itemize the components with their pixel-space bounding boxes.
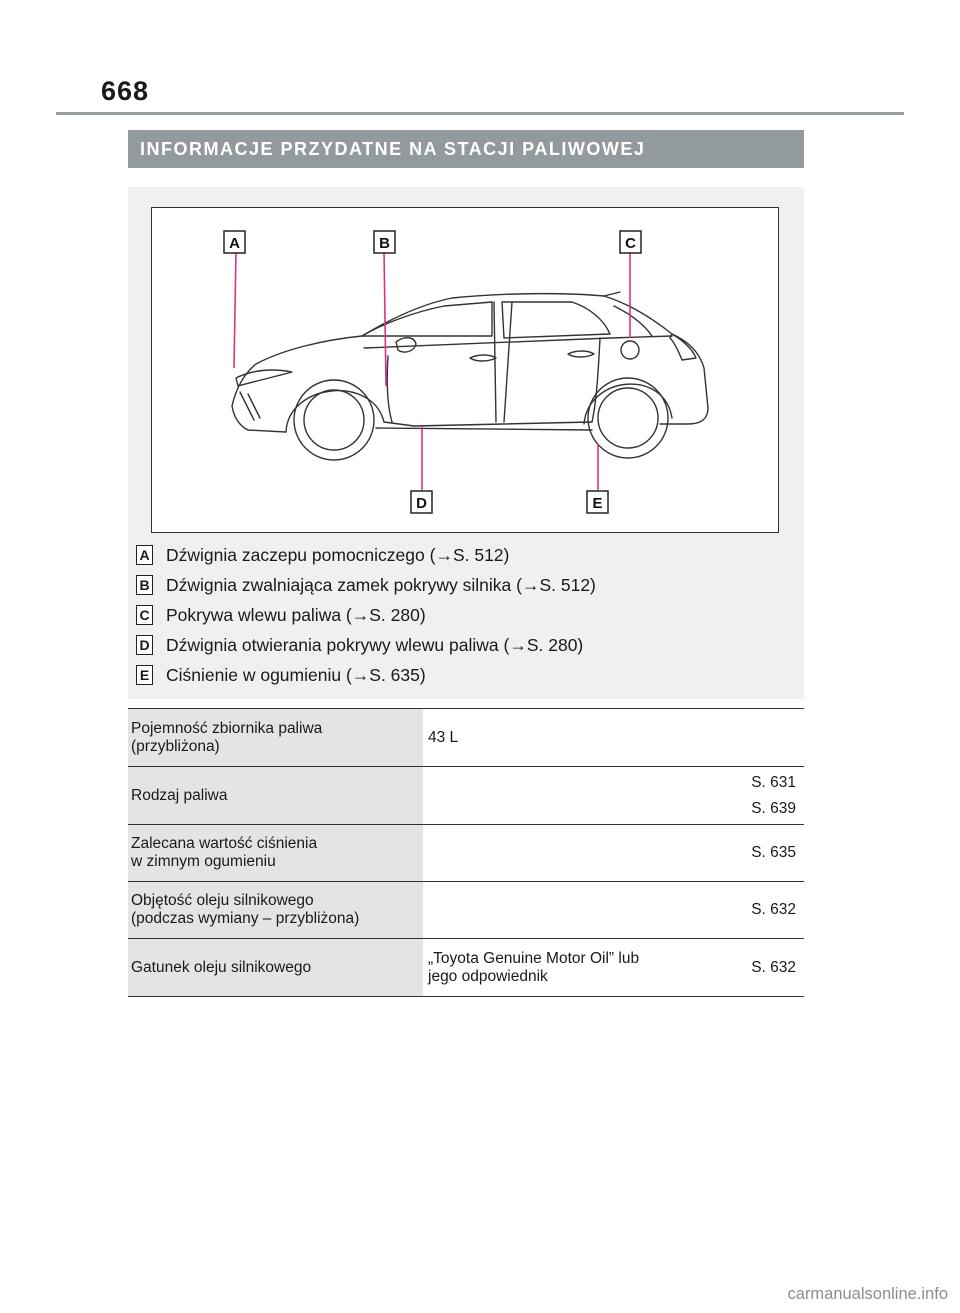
row-page-ref: S. 632 bbox=[696, 882, 804, 939]
row-page-ref bbox=[696, 767, 804, 825]
leader-line-a bbox=[234, 250, 236, 368]
callout-text-c: Pokrywa wlewu paliwa (→S. 280) bbox=[166, 604, 426, 625]
table-row bbox=[128, 882, 804, 939]
callout-item-a bbox=[136, 540, 596, 570]
callout-item-b bbox=[136, 570, 596, 600]
page-ref: S. 631 bbox=[751, 773, 796, 791]
callout-key-c: C bbox=[136, 605, 153, 625]
callout-box-label-e: E bbox=[592, 495, 603, 512]
table-row bbox=[128, 825, 804, 882]
page-number: 668 bbox=[101, 76, 150, 106]
row-label bbox=[128, 825, 423, 882]
car-body-outline bbox=[232, 292, 708, 460]
callout-item-e bbox=[136, 660, 596, 690]
row-value: 43 L bbox=[423, 709, 804, 767]
row-label-line: Zalecana wartość ciśnienia bbox=[131, 835, 318, 852]
callout-key-a: A bbox=[136, 545, 153, 565]
car-illustration bbox=[151, 207, 779, 533]
leader-line-b bbox=[384, 250, 386, 386]
page-ref: S. 639 bbox=[751, 799, 796, 817]
callout-text-b: Dźwignia zwalniająca zamek pokrywy silnika (→S. 512) bbox=[166, 574, 596, 595]
row-value bbox=[423, 825, 696, 882]
row-value-line: „Toyota Genuine Motor Oil” lub bbox=[428, 949, 640, 967]
callout-box-label-d: D bbox=[416, 495, 427, 512]
section-title: INFORMACJE PRZYDATNE NA STACJI PALIWOWEJ bbox=[128, 130, 804, 168]
row-label-line: Objętość oleju silnikowego bbox=[131, 892, 314, 909]
row-label-line: (podczas wymiany – przybliżona) bbox=[131, 910, 360, 927]
callout-box-label-a: A bbox=[229, 235, 240, 252]
callout-text-a: Dźwignia zaczepu pomocniczego (→S. 512) bbox=[166, 544, 510, 565]
header-rule bbox=[56, 112, 904, 115]
row-value-line: jego odpowiednik bbox=[428, 967, 548, 985]
callout-box-label-c: C bbox=[625, 235, 636, 252]
callout-key-e: E bbox=[136, 665, 153, 685]
table-row bbox=[128, 767, 804, 825]
callout-text-d: Dźwignia otwierania pokrywy wlewu paliwa (→S. 280) bbox=[166, 634, 584, 655]
row-value bbox=[423, 882, 696, 939]
table-row bbox=[128, 709, 804, 767]
row-label: Rodzaj paliwa bbox=[128, 767, 423, 825]
callout-leader-lines bbox=[234, 250, 630, 490]
row-label bbox=[128, 882, 423, 939]
callout-item-c bbox=[136, 600, 596, 630]
row-label-line: (przybliżona) bbox=[131, 737, 220, 755]
callout-legend bbox=[136, 540, 596, 690]
table-row bbox=[128, 939, 804, 997]
row-label-line: w zimnym ogumieniu bbox=[131, 853, 276, 870]
row-page-ref: S. 632 bbox=[696, 939, 804, 997]
car-diagram-svg bbox=[152, 208, 780, 534]
callout-boxes bbox=[224, 231, 641, 513]
callout-text-e: Ciśnienie w ogumieniu (→S. 635) bbox=[166, 664, 426, 685]
fuel-info-table bbox=[128, 708, 804, 997]
callout-box-label-b: B bbox=[379, 235, 390, 252]
callout-key-b: B bbox=[136, 575, 153, 595]
callout-key-d: D bbox=[136, 635, 153, 655]
row-value bbox=[423, 767, 696, 825]
row-value bbox=[423, 939, 696, 997]
row-label: Gatunek oleju silnikowego bbox=[128, 939, 423, 997]
callout-item-d bbox=[136, 630, 596, 660]
row-label bbox=[128, 709, 423, 767]
site-watermark: carmanualsonline.info bbox=[787, 1285, 948, 1303]
row-page-ref: S. 635 bbox=[696, 825, 804, 882]
row-label-line: Pojemność zbiornika paliwa bbox=[131, 719, 323, 737]
